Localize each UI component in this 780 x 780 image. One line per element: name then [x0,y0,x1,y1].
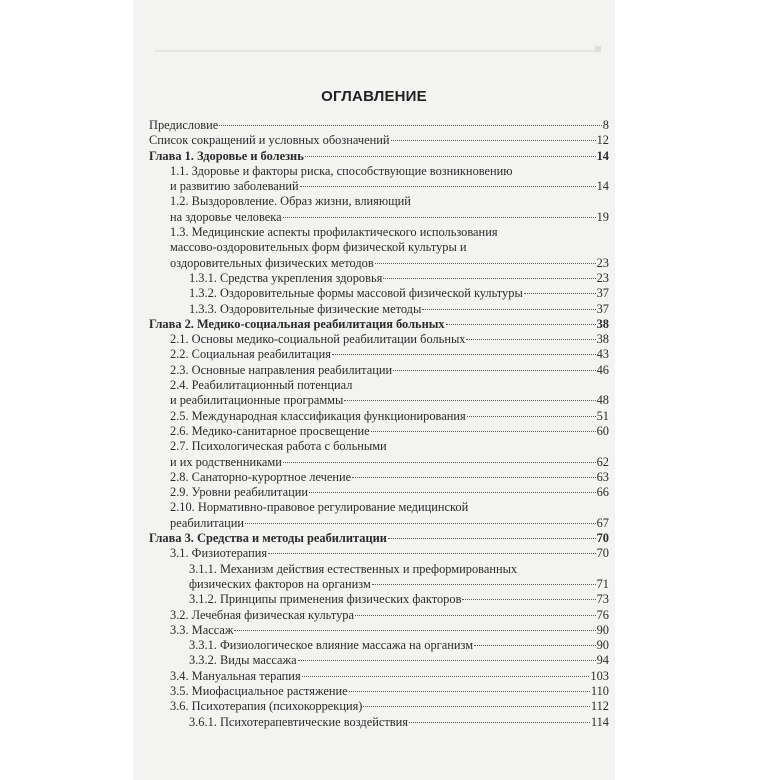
dot-leader [375,263,596,264]
toc-entry-text: 3.5. Миофасциальное растяжение [170,683,348,698]
toc-entry [149,699,609,714]
dot-leader [234,630,595,631]
page-number: 103 [590,668,609,683]
dot-leader [298,660,596,661]
toc-entry [149,378,609,409]
toc-entry [149,562,609,593]
toc-entry [149,332,609,347]
toc-entry-text-line: массово-оздоровительных форм физической культуры и [170,240,467,255]
dot-leader [422,309,595,310]
toc-entry [149,500,609,531]
toc-entry-text: 3.3.1. Физиологическое влияние массажа на организм [189,638,474,653]
dot-leader [474,645,596,646]
page-number: 76 [596,607,609,622]
dot-leader [462,599,595,600]
toc-entry [149,653,609,668]
page-number: 62 [596,454,609,469]
toc-chapter-entry [149,531,609,546]
dot-leader [352,477,595,478]
page-number: 12 [596,133,609,148]
toc-entry [149,225,609,271]
page-number: 70 [596,531,609,546]
page-number: 66 [596,485,609,500]
toc-entry-text: 2.8. Санаторно-курортное лечение [170,469,352,484]
toc-entry-text: 1.3.1. Средства укрепления здоровья [189,270,383,285]
dot-leader [283,217,596,218]
toc-entry-text: 1.3.3. Оздоровительные физические методы [189,301,422,316]
toc-chapter-entry [149,317,609,332]
page-number: 38 [596,332,609,347]
bleed-through-mark [595,46,601,52]
page-number: 37 [596,286,609,301]
dot-leader [393,370,595,371]
dot-leader [388,538,596,539]
toc-entry [149,424,609,439]
toc-entry [149,470,609,485]
toc-chapter-entry [149,149,609,164]
dot-leader [409,722,590,723]
dot-leader [344,400,595,401]
page-number: 73 [596,592,609,607]
dot-leader [372,584,596,585]
toc-entry-text-line: 3.1.1. Механизм действия естественных и преформированных [189,561,518,576]
page-number: 48 [596,393,609,408]
toc-entry [149,592,609,607]
toc-entry [149,347,609,362]
toc-entry-text: 3.1. Физиотерапия [170,546,268,561]
toc-entry-text: 2.5. Международная классификация функционирования [170,408,466,423]
dot-leader [363,706,589,707]
toc-entry [149,271,609,286]
toc-entry [149,302,609,317]
toc-entry-text: и реабилитационные программы [170,393,344,408]
toc-entry-text: реабилитации [170,515,245,530]
toc-entry-text: 3.6. Психотерапия (психокоррекция) [170,699,363,714]
book-page [133,0,615,780]
page-number: 43 [596,347,609,362]
toc-entry-text-line: 2.4. Реабилитационный потенциал [170,378,353,393]
toc-entry-text: 2.1. Основы медико-социальной реабилитации больных [170,332,466,347]
toc-entry [149,669,609,684]
toc-entry [149,133,609,148]
dot-leader [349,691,590,692]
toc-entry [149,164,609,195]
page-number: 37 [596,301,609,316]
toc-entry [149,715,609,730]
toc-entry [149,363,609,378]
toc-entry-text: 3.4. Мануальная терапия [170,668,301,683]
toc-entry-text: 3.1.2. Принципы применения физических факторов [189,592,462,607]
page-number: 38 [596,316,609,331]
toc-entry-text: Глава 1. Здоровье и болезнь [149,148,304,163]
toc-entry [149,118,609,133]
dot-leader [268,553,596,554]
dot-leader [383,278,595,279]
dot-leader [524,293,596,294]
page-number: 14 [596,179,609,194]
dot-leader [332,354,596,355]
page-number: 19 [596,209,609,224]
toc-entry-text: 2.2. Социальная реабилитация [170,347,331,362]
toc-entry-text: Список сокращений и условных обозначений [149,133,390,148]
bleed-through-header [155,50,595,52]
page-number: 112 [590,699,609,714]
dot-leader [245,523,596,524]
toc-entry [149,623,609,638]
dot-leader [391,140,596,141]
toc-entry-text: Глава 3. Средства и методы реабилитации [149,531,387,546]
page-number: 94 [596,653,609,668]
toc-entry [149,409,609,424]
page-number: 23 [596,270,609,285]
toc-entry-text: 2.3. Основные направления реабилитации [170,362,393,377]
toc-entry-text: 3.3. Массаж [170,622,234,637]
dot-leader [219,125,602,126]
toc-entry [149,638,609,653]
toc-entry-text: и развитию заболеваний [170,179,299,194]
page-number: 70 [596,546,609,561]
page-number: 71 [596,576,609,591]
toc-entry-text-line: 2.7. Психологическая работа с больными [170,439,387,454]
toc-entry-text: 3.3.2. Виды массажа [189,653,297,668]
page-number: 114 [590,714,609,729]
page-number: 14 [596,148,609,163]
toc-entry [149,485,609,500]
toc-entry-text: 2.6. Медико-санитарное просвещение [170,423,370,438]
toc-entry [149,684,609,699]
toc-entry-text: на здоровье человека [170,209,282,224]
page-number: 63 [596,469,609,484]
dot-leader [302,676,590,677]
toc-entry [149,194,609,225]
page-number: 67 [596,515,609,530]
toc-entry [149,546,609,561]
page-number: 8 [602,118,609,132]
dot-leader [446,324,596,325]
toc-entry [149,439,609,470]
dot-leader [305,156,596,157]
toc-entry [149,608,609,623]
toc-entry-text: Предисловие [149,118,219,132]
page-number: 60 [596,423,609,438]
toc-entry-text: 3.6.1. Психотерапевтические воздействия [189,714,408,729]
page-number: 90 [596,638,609,653]
dot-leader [283,462,596,463]
toc-entry-text: Глава 2. Медико-социальная реабилитация больных [149,316,445,331]
toc-entry [149,286,609,301]
dot-leader [355,615,596,616]
toc-entry-text-line: 2.10. Нормативно-правовое регулирование медицинской [170,500,469,515]
page-number: 46 [596,362,609,377]
page-number: 51 [596,408,609,423]
dot-leader [467,416,596,417]
toc-entry-text: 1.3.2. Оздоровительные формы массовой физической культуры [189,286,523,301]
toc-entry-text: и их родственниками [170,454,282,469]
page-number: 110 [590,683,609,698]
toc-entry-text-line: 1.2. Выздоровление. Образ жизни, влияющий [170,194,411,209]
toc-entry-text: оздоровительных физических методов [170,255,374,270]
dot-leader [466,339,595,340]
toc-title: ОГЛАВЛЕНИЕ [321,88,427,105]
toc-entry-text-line: 1.1. Здоровье и факторы риска, способствующие возникновению [170,163,513,178]
dot-leader [371,431,596,432]
toc-entry-text: 3.2. Лечебная физическая культура [170,607,355,622]
page-number: 23 [596,255,609,270]
toc-entry-text: 2.9. Уровни реабилитации [170,485,309,500]
page-number: 90 [596,622,609,637]
dot-leader [300,186,596,187]
dot-leader [309,492,596,493]
table-of-contents [149,118,609,730]
toc-entry-text: физических факторов на организм [189,576,371,591]
toc-entry-text-line: 1.3. Медицинские аспекты профилактического использования [170,225,498,240]
